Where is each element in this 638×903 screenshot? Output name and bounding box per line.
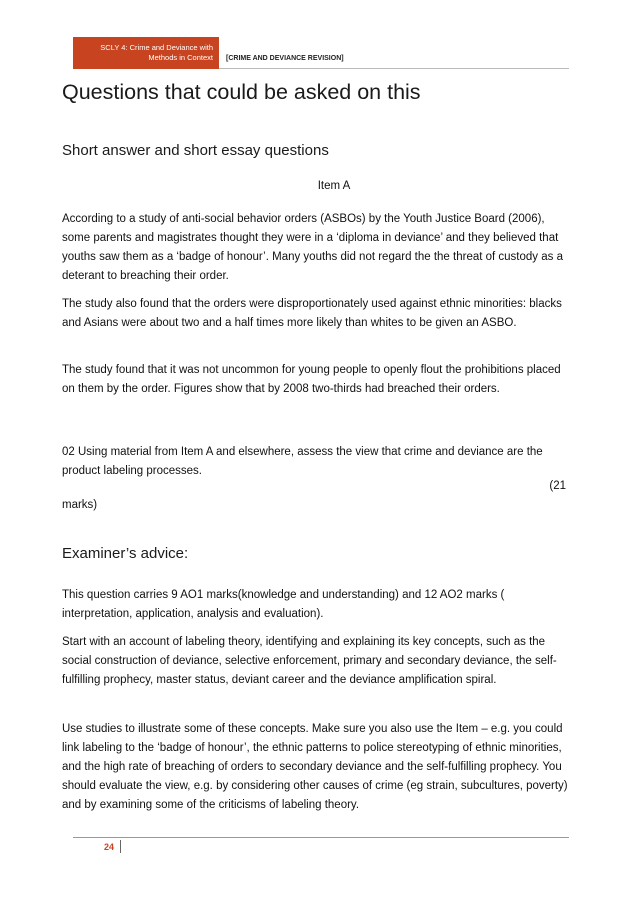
header-module-line2: Methods in Context xyxy=(148,53,213,62)
question-text: 02 Using material from Item A and elsewhere, assess the view that crime and deviance are the product labeling processes. xyxy=(62,446,543,477)
header-divider xyxy=(219,68,569,69)
footer-divider xyxy=(73,837,569,838)
advice-paragraph-1: This question carries 9 AO1 marks(knowledge and understanding) and 12 AO2 marks ( interpretation, application, analysis and evaluation). xyxy=(62,589,505,620)
item-label: Item A xyxy=(317,180,351,192)
question-marks-open: (21 xyxy=(549,480,566,492)
page-title: Questions that could be asked on this xyxy=(62,80,421,104)
question-marks-close: marks) xyxy=(62,499,98,511)
section-subheading: Short answer and short essay questions xyxy=(62,142,329,159)
header-module-line1: SCLY 4: Crime and Deviance with xyxy=(100,43,213,52)
header-section-tag: [CRIME AND DEVIANCE REVISION] xyxy=(226,55,344,62)
advice-paragraph-3: Use studies to illustrate some of these concepts. Make sure you also use the Item – e.g. you could link labeling to the ‘badge of honour’, the ethnic patterns to police stereotyping of ethnic minorities, and the high rate of breaching of orders to secondary deviance and the self-fulfilling prophecy. You should evaluate the view, e.g. by considering other causes of crime (eg strain, subcultures, poverty) and by examining some of the criticisms of labeling theory. xyxy=(62,723,568,811)
item-paragraph-3: The study found that it was not uncommon for young people to openly flout the prohibitions placed on them by the order. Figures show that by 2008 two-thirds had breached their orders. xyxy=(62,364,561,395)
advice-heading: Examiner’s advice: xyxy=(62,545,189,562)
item-paragraph-1: According to a study of anti-social behavior orders (ASBOs) by the Youth Justice Board (2006), some parents and magistrates thought they were in a ‘diploma in deviance’ and they believed that youths saw them as a ‘badge of honour’. Many youths did not regard the the threat of custody as a deterant to breaching their order. xyxy=(62,213,563,282)
item-paragraph-2: The study also found that the orders were disproportionately used against ethnic minorities: blacks and Asians were about two and a half times more likely than whites to be given an ASBO. xyxy=(62,298,562,329)
header-module-box xyxy=(73,37,219,69)
page-number: 24 xyxy=(104,842,115,852)
advice-paragraph-2: Start with an account of labeling theory, identifying and explaining its key concepts, such as the social construction of deviance, selective enforcement, primary and secondary deviance, the self-fulfilling prophecy, master status, deviant career and the deviance amplification spiral. xyxy=(62,636,557,686)
page-number-separator xyxy=(120,840,121,853)
